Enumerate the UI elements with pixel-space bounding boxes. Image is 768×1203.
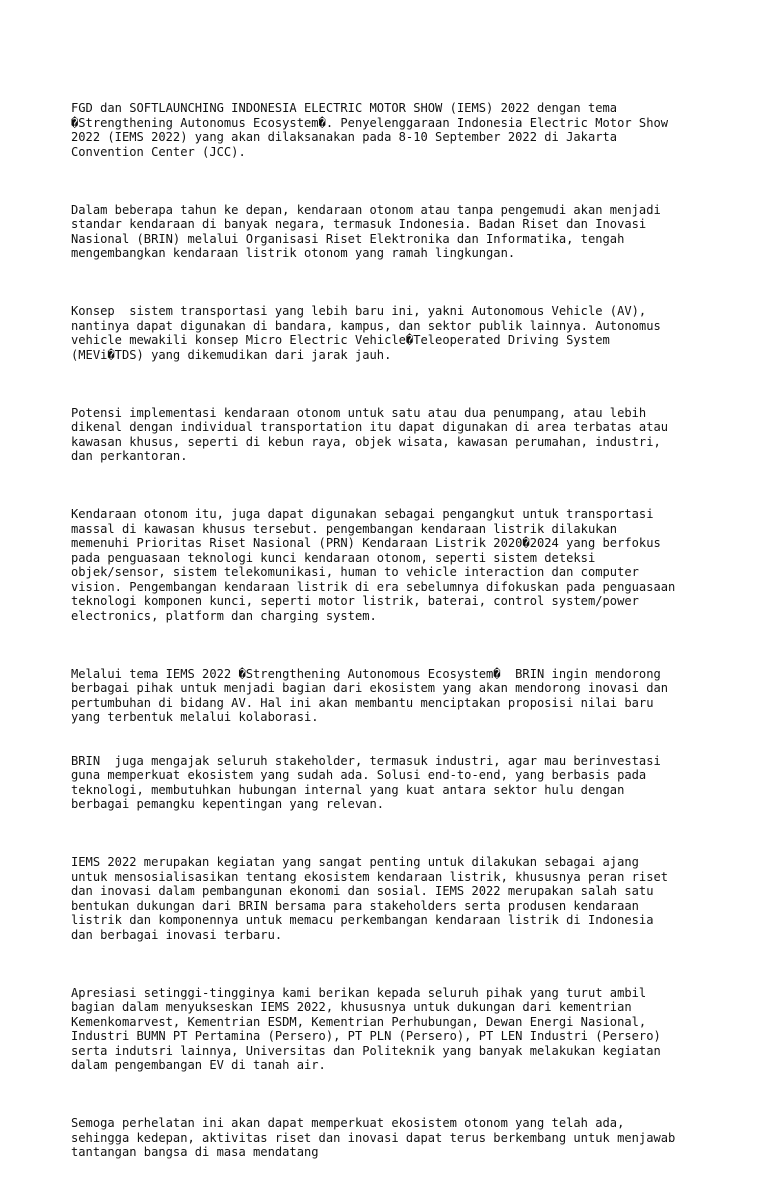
paragraph-background: Dalam beberapa tahun ke depan, kendaraan otonom atau tanpa pengemudi akan menjadi standar kendaraan di banyak negara, termasuk Indonesia. Badan Riset dan Inovasi Nasional (BRIN) melalui Organisasi Riset Elektronika dan Informatika, tengah mengembangkan kendaraan listrik otonom yang ramah lingkungan. bbox=[71, 202, 661, 260]
paragraph-potential: Potensi implementasi kendaraan otonom untuk satu atau dua penumpang, atau lebih dikenal dengan individual transportation itu dapat digunakan di area terbatas atau kawasan khusus, seperti di kebun raya, objek wisata, kawasan perumahan, industri, dan perkantoran. bbox=[71, 405, 669, 463]
paragraph-theme: Melalui tema IEMS 2022 �Strengthening Autonomous Ecosystem� BRIN ingin mendorong berbagai pihak untuk menjadi bagian dari ekosistem yang akan mendorong inovasi dan pertumbuhan di bidang AV. Hal ini akan membantu menciptakan proposisi nilai baru yang terbentuk melalui kolaborasi. bbox=[71, 666, 669, 724]
paragraph-stakeholders: BRIN juga mengajak seluruh stakeholder, termasuk industri, agar mau berinvestasi guna memperkuat ekosistem yang sudah ada. Solusi end-to-end, yang berbasis pada teknologi, membutuhkan hubungan internal yang kuat antara sektor hulu dengan berbagai pemangku kepentingan yang relevan. bbox=[71, 753, 661, 811]
paragraph-intro: FGD dan SOFTLAUNCHING INDONESIA ELECTRIC MOTOR SHOW (IEMS) 2022 dengan tema �Strengthening Autonomus Ecosystem�. Penyelenggaraan Indonesia Electric Motor Show 2022 (IEMS 2022) yang akan dilaksanakan pada 8-10 September 2022 di Jakarta Convention Center (JCC). bbox=[71, 101, 669, 159]
paragraph-appreciation: Apresiasi setinggi-tingginya kami berikan kepada seluruh pihak yang turut ambil bagian dalam menyukseskan IEMS 2022, khususnya untuk dukungan dari kementrian Kemenkomarvest, Kementrian ESDM, Kementrian Perhubungan, Dewan Energi Nasional, Industri BUMN PT Pertamina (Persero), PT PLN (Persero), PT LEN Industri (Persero) serta indutsri lainnya, Universitas dan Politeknik yang banyak melakukan kegiatan dalam pengembangan EV di tanah air. bbox=[71, 985, 661, 1072]
paragraph-mass-transport: Kendaraan otonom itu, juga dapat digunakan sebagai pengangkut untuk transportasi massal di kawasan khusus tersebut. pengembangan kendaraan listrik dilakukan memenuhi Prioritas Riset Nasional (PRN) Kendaraan Listrik 2020�2024 yang berfokus pada penguasaan teknologi kunci kendaraan otonom, seperti sistem deteksi objek/sensor, sistem telekomunikasi, human to vehicle interaction dan computer vision. Pengembangan kendaraan listrik di era sebelumnya difokuskan pada penguasaan teknologi komponen kunci, seperti motor listrik, baterai, control system/power electronics, platform dan charging system. bbox=[71, 507, 676, 623]
paragraph-importance: IEMS 2022 merupakan kegiatan yang sangat penting untuk dilakukan sebagai ajang untuk mensosialisasikan tentang ekosistem kendaraan listrik, khususnya peran riset dan inovasi dalam pembangunan ekonomi dan sosial. IEMS 2022 merupakan salah satu bentukan dukungan dari BRIN bersama para stakeholders serta produsen kendaraan listrik dan komponennya untuk memacu perkembangan kendaraan listrik di Indonesia dan berbagai inovasi terbaru. bbox=[71, 855, 669, 942]
document-body bbox=[71, 72, 711, 1203]
paragraph-closing: Semoga perhelatan ini akan dapat memperkuat ekosistem otonom yang telah ada, sehingga kedepan, aktivitas riset dan inovasi dapat terus berkembang untuk menjawab tantangan bangsa di masa mendatang bbox=[71, 1116, 676, 1159]
paragraph-concept: Konsep sistem transportasi yang lebih baru ini, yakni Autonomous Vehicle (AV), nantinya dapat digunakan di bandara, kampus, dan sektor publik lainnya. Autonomus vehicle mewakili konsep Micro Electric Vehicle�Teleoperated Driving System (MEVi�TDS) yang dikemudikan dari jarak jauh. bbox=[71, 304, 661, 362]
